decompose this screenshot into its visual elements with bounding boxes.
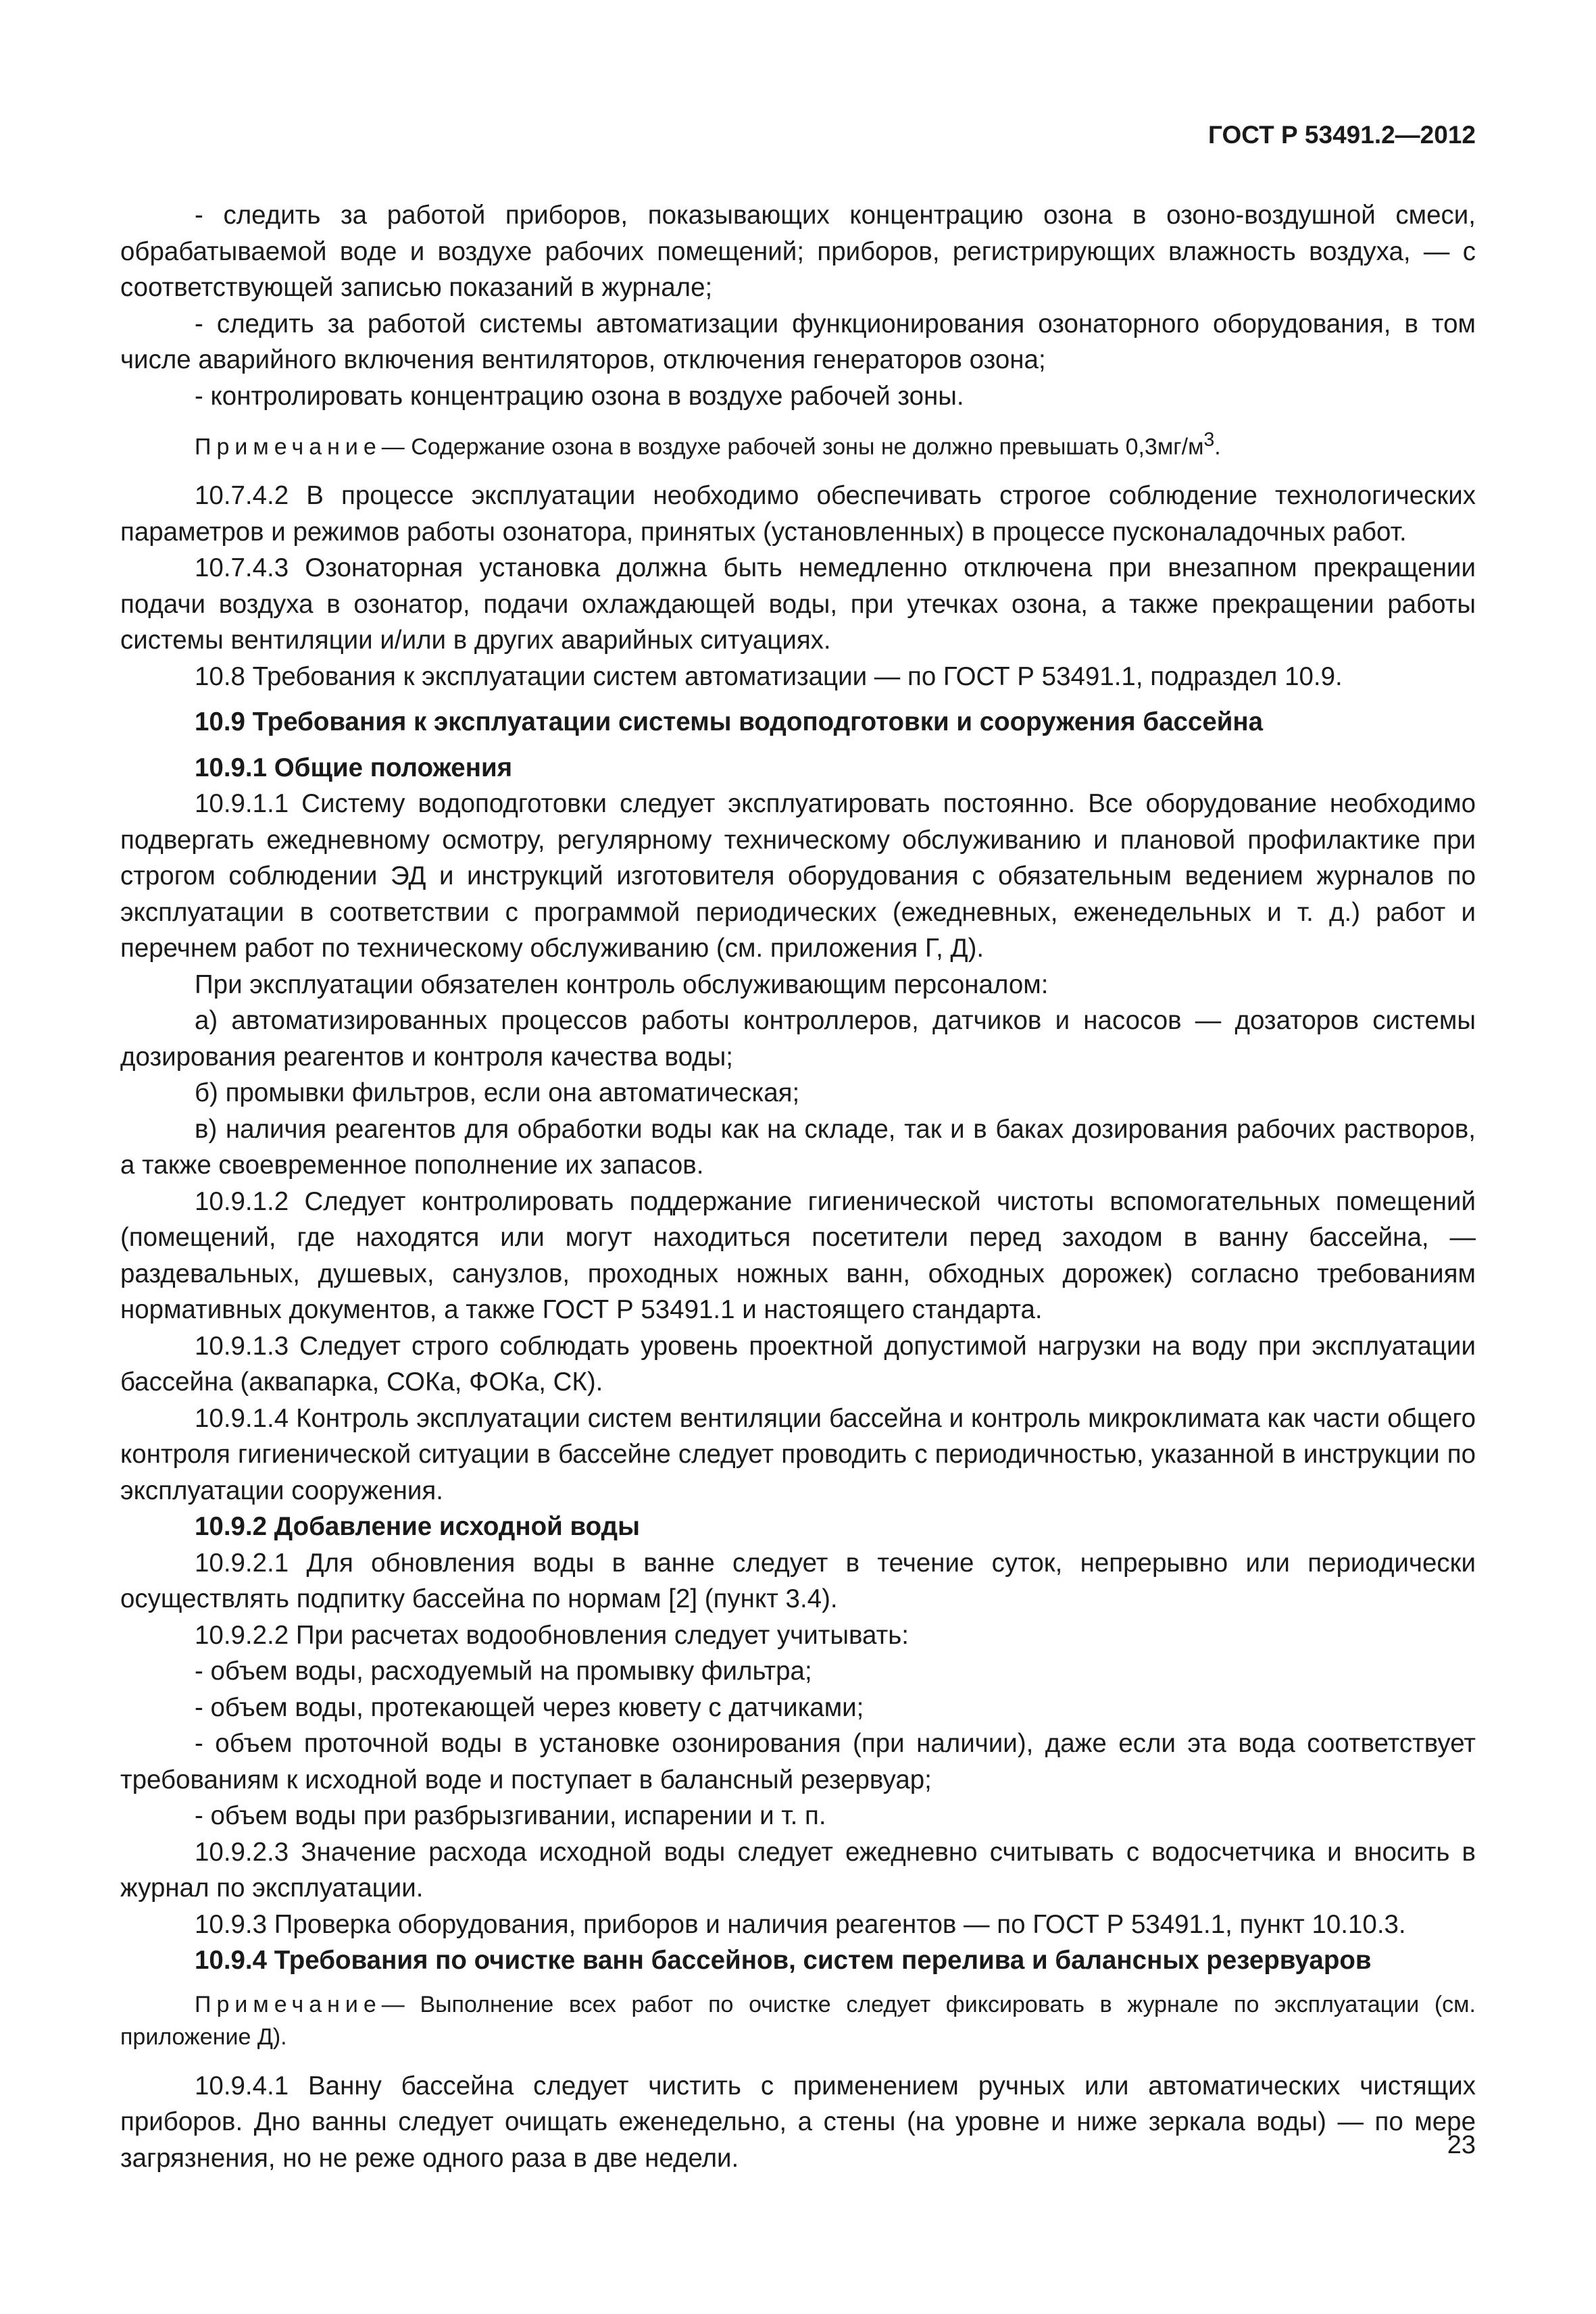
paragraph: 10.7.4.2 В процессе эксплуатации необходимо обеспечивать строгое соблюдение технологических параметров и режимов работы озонатора, принятых (установленных) в процессе пусконаладочных работ. [120,481,1476,547]
note-label: Примечание [195,1991,382,2017]
paragraph: - следить за работой приборов, показывающих концентрацию озона в озоно-воздушной смеси, обрабатываемой воде и воздухе рабочих помещений; приборов, регистрирующих влажность воздуха, — с соответствующей записью показаний в журнале; [120,201,1476,302]
note-end: . [1214,434,1221,460]
paragraph: 10.9.2.2 При расчетах водообновления следует учитывать: [195,1620,909,1650]
paragraph: 10.9.1.4 Контроль эксплуатации систем вентиляции бассейна и контроль микроклимата как части общего контроля гигиенической ситуации в бассейне следует проводить с периодичностью, указанной в инструкции по эксплуатации сооружения. [120,1403,1476,1505]
paragraph: 10.9.1.1 Систему водоподготовки следует эксплуатировать постоянно. Все оборудование необходимо подвергать ежедневному осмотру, регулярному техническому обслуживанию и плановой профилактике при строгом соблюдении ЭД и инструкций изготовителя оборудования с обязательным ведением журналов по эксплуатации в соответствии с программой периодических (ежедневных, еженедельных и т. д.) работ и перечнем работ по техническому обслуживанию (см. приложения Г, Д). [120,789,1476,963]
paragraph: - объем воды при разбрызгивании, испарении и т. п. [195,1801,826,1831]
paragraph: - объем проточной воды в установке озонирования (при наличии), даже если эта вода соответствует требованиям к исходной воде и поступает в балансный резервуар; [120,1729,1476,1794]
note-superscript: 3 [1203,429,1215,451]
note-label: Примечание [195,434,382,460]
doc-code: ГОСТ Р 53491.2—2012 [1208,121,1476,149]
paragraph: - объем воды, расходуемый на промывку фильтра; [195,1657,812,1686]
document-body [120,197,1476,2176]
paragraph: 10.9.2.3 Значение расхода исходной воды следует ежедневно считывать с водосчетчика и вносить в журнал по эксплуатации. [120,1837,1476,1903]
paragraph: в) наличия реагентов для обработки воды как на складе, так и в баках дозирования рабочих растворов, а также своевременное пополнение их запасов. [120,1114,1476,1180]
paragraph: 10.9.2.1 Для обновления воды в ванне следует в течение суток, непрерывно или периодически осуществлять подпитку бассейна по нормам [2] (пункт 3.4). [120,1548,1476,1614]
paragraph: - объем воды, протекающей через кювету с датчиками; [195,1692,864,1722]
paragraph: 10.9.1.2 Следует контролировать поддержание гигиенической чистоты вспомогательных помещений (помещений, где находятся или могут находиться посетители перед заходом в ванну бассейна, — раздевальных, душевых, санузлов, проходных ножных ванн, обходных дорожек) согласно требованиям нормативных документов, а также ГОСТ Р 53491.1 и настоящего стандарта. [120,1186,1476,1325]
document-header [120,120,1476,150]
note [120,424,1476,463]
note-text: — Содержание озона в воздухе рабочей зоны не должно превышать 0,3мг/м [381,434,1204,460]
paragraph: 10.9.1.3 Следует строго соблюдать уровень проектной допустимой нагрузки на воду при эксплуатации бассейна (аквапарка, СОКа, ФОКа, СК). [120,1331,1476,1397]
page-number: 23 [1447,2131,1476,2159]
subsection-heading: 10.9.2 Добавление исходной воды [195,1512,640,1542]
subsection-heading: 10.9.4 Требования по очистке ванн бассейнов, систем перелива и балансных резервуаров [195,1946,1372,1976]
paragraph: б) промывки фильтров, если она автоматическая; [195,1078,800,1108]
paragraph: 10.8 Требования к эксплуатации систем автоматизации — по ГОСТ Р 53491.1, подраздел 10.9. [195,661,1343,691]
paragraph: 10.9.4.1 Ванну бассейна следует чистить с применением ручных или автоматических чистящих приборов. Дно ванны следует очищать еженедельно, а стены (на уровне и ниже зеркала воды) — по мере загрязнения, но не реже одного раза в две недели. [120,2071,1476,2173]
paragraph: 10.7.4.3 Озонаторная установка должна быть немедленно отключена при внезапном прекращении подачи воздуха в озонатор, подачи охлаждающей воды, при утечках озона, а также прекращении работы системы вентиляции и/или в других аварийных ситуациях. [120,553,1476,655]
paragraph: - следить за работой системы автоматизации функционирования озонаторного оборудования, в том числе аварийного включения вентиляторов, отключения генераторов озона; [120,309,1476,374]
section-heading: 10.9 Требования к эксплуатации системы водоподготовки и сооружения бассейна [195,707,1264,737]
paragraph: 10.9.3 Проверка оборудования, приборов и наличия реагентов — по ГОСТ Р 53491.1, пункт 10.10.3. [195,1909,1406,1939]
subsection-heading: 10.9.1 Общие положения [195,753,513,782]
paragraph: а) автоматизированных процессов работы контроллеров, датчиков и насосов — дозаторов системы дозирования реагентов и контроля качества воды; [120,1006,1476,1072]
paragraph: При эксплуатации обязателен контроль обслуживающим персоналом: [195,970,1049,999]
paragraph: - контролировать концентрацию озона в воздухе рабочей зоны. [195,381,964,411]
note-text: — Выполнение всех работ по очистке следует фиксировать в журнале по эксплуатации (см. приложение Д). [120,1991,1476,2050]
note [120,1988,1476,2053]
